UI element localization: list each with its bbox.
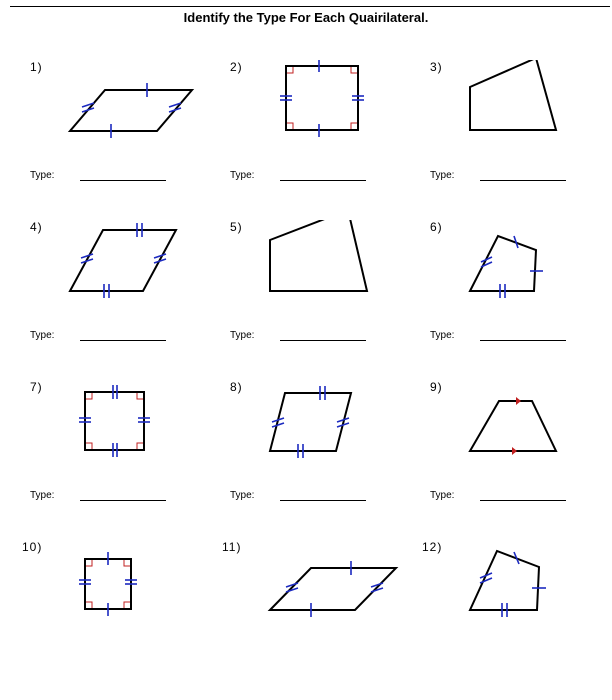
type-label: Type:	[30, 170, 55, 181]
problem-number: 12)	[422, 540, 443, 554]
type-label: Type:	[430, 490, 455, 501]
problem-number: 6)	[430, 220, 443, 234]
quadrilateral-figure	[430, 60, 612, 170]
square-figure	[22, 540, 222, 630]
answer-line[interactable]	[80, 180, 166, 181]
problem-11	[222, 540, 422, 700]
type-label: Type:	[430, 170, 455, 181]
type-label: Type:	[30, 330, 55, 341]
problem-7	[30, 380, 230, 540]
answer-line[interactable]	[280, 500, 366, 501]
problem-6	[430, 220, 612, 380]
problem-8	[230, 380, 430, 540]
problem-number: 2)	[230, 60, 243, 74]
parallel-arrow-icon	[512, 447, 517, 455]
rhombus-figure	[30, 220, 230, 330]
problem-12	[422, 540, 612, 700]
problem-number: 1)	[30, 60, 43, 74]
type-label: Type:	[430, 330, 455, 341]
problem-4	[30, 220, 230, 380]
problem-2	[230, 60, 430, 220]
answer-line[interactable]	[80, 500, 166, 501]
problem-3	[430, 60, 612, 220]
rhombus-figure	[30, 60, 230, 170]
answer-line[interactable]	[480, 180, 566, 181]
problem-10	[22, 540, 222, 700]
type-label: Type:	[30, 490, 55, 501]
problem-number: 11)	[222, 540, 242, 554]
worksheet-title: Identify the Type For Each Quairilateral.	[183, 10, 429, 25]
trapezoid-figure	[430, 380, 612, 490]
answer-line[interactable]	[480, 500, 566, 501]
problem-number: 10)	[22, 540, 43, 554]
problem-5	[230, 220, 430, 380]
rhombus-figure	[222, 540, 422, 630]
type-label: Type:	[230, 170, 255, 181]
type-label: Type:	[230, 330, 255, 341]
answer-line[interactable]	[280, 180, 366, 181]
problem-number: 8)	[230, 380, 243, 394]
parallel-arrow-icon	[516, 397, 521, 405]
type-label: Type:	[230, 490, 255, 501]
quadrilateral-figure	[230, 220, 430, 330]
problem-9	[430, 380, 612, 540]
problem-number: 5)	[230, 220, 243, 234]
kite-figure	[430, 220, 612, 330]
problem-1	[30, 60, 230, 220]
square-figure	[30, 380, 230, 490]
square-figure	[230, 60, 430, 170]
problem-number: 4)	[30, 220, 43, 234]
problem-number: 3)	[430, 60, 443, 74]
rhombus-figure	[230, 380, 430, 490]
kite-figure	[422, 540, 612, 630]
answer-line[interactable]	[480, 340, 566, 341]
answer-line[interactable]	[80, 340, 166, 341]
answer-line[interactable]	[280, 340, 366, 341]
top-rule	[10, 6, 610, 7]
problem-number: 7)	[30, 380, 43, 394]
problem-number: 9)	[430, 380, 443, 394]
